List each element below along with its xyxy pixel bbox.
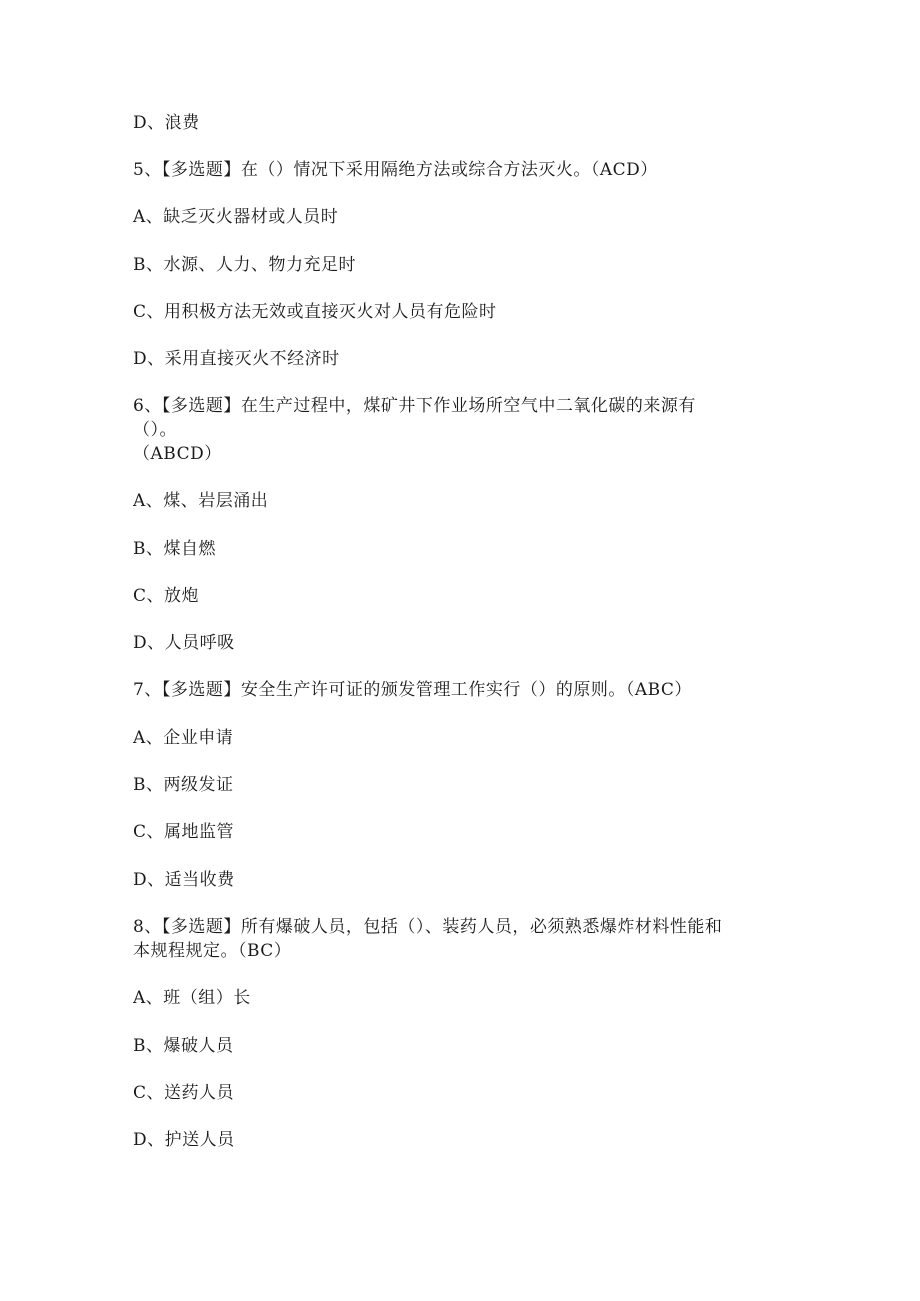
q6-question-line2: （）。: [133, 420, 177, 440]
q5-option-a: A、缺乏灭火器材或人员时: [133, 207, 339, 227]
q4-option-d: D、浪费: [133, 113, 200, 133]
q7-option-a: A、企业申请: [133, 728, 234, 748]
q8-option-b: B、爆破人员: [133, 1036, 234, 1056]
q5-option-b: B、水源、人力、物力充足时: [133, 255, 356, 275]
q8-question-line2: 本规程规定。（BC）: [133, 941, 292, 961]
q6-option-b: B、煤自燃: [133, 539, 216, 559]
q5-option-d: D、采用直接灭火不经济时: [133, 349, 340, 369]
q6-option-d: D、人员呼吸: [133, 633, 235, 653]
q7-option-b: B、两级发证: [133, 775, 234, 795]
q7-option-d: D、适当收费: [133, 870, 235, 890]
q7-option-c: C、属地监管: [133, 822, 235, 842]
q8-question-line1: 8、【多选题】所有爆破人员，包括（）、装药人员，必须熟悉爆炸材料性能和: [133, 917, 723, 937]
q6-answer: （ABCD）: [133, 444, 222, 464]
q6-option-c: C、放炮: [133, 586, 200, 606]
q8-option-c: C、送药人员: [133, 1083, 235, 1103]
q5-option-c: C、用积极方法无效或直接灭火对人员有危险时: [133, 302, 497, 322]
q7-question: 7、【多选题】安全生产许可证的颁发管理工作实行（）的原则。（ABC）: [133, 680, 692, 700]
q8-option-a: A、班（组）长: [133, 988, 251, 1008]
q5-question: 5、【多选题】在（）情况下采用隔绝方法或综合方法灭火。（ACD）: [133, 160, 658, 180]
q6-question-line1: 6、【多选题】在生产过程中，煤矿井下作业场所空气中二氧化碳的来源有: [133, 396, 696, 416]
q6-option-a: A、煤、岩层涌出: [133, 491, 269, 511]
q8-option-d: D、护送人员: [133, 1130, 235, 1150]
